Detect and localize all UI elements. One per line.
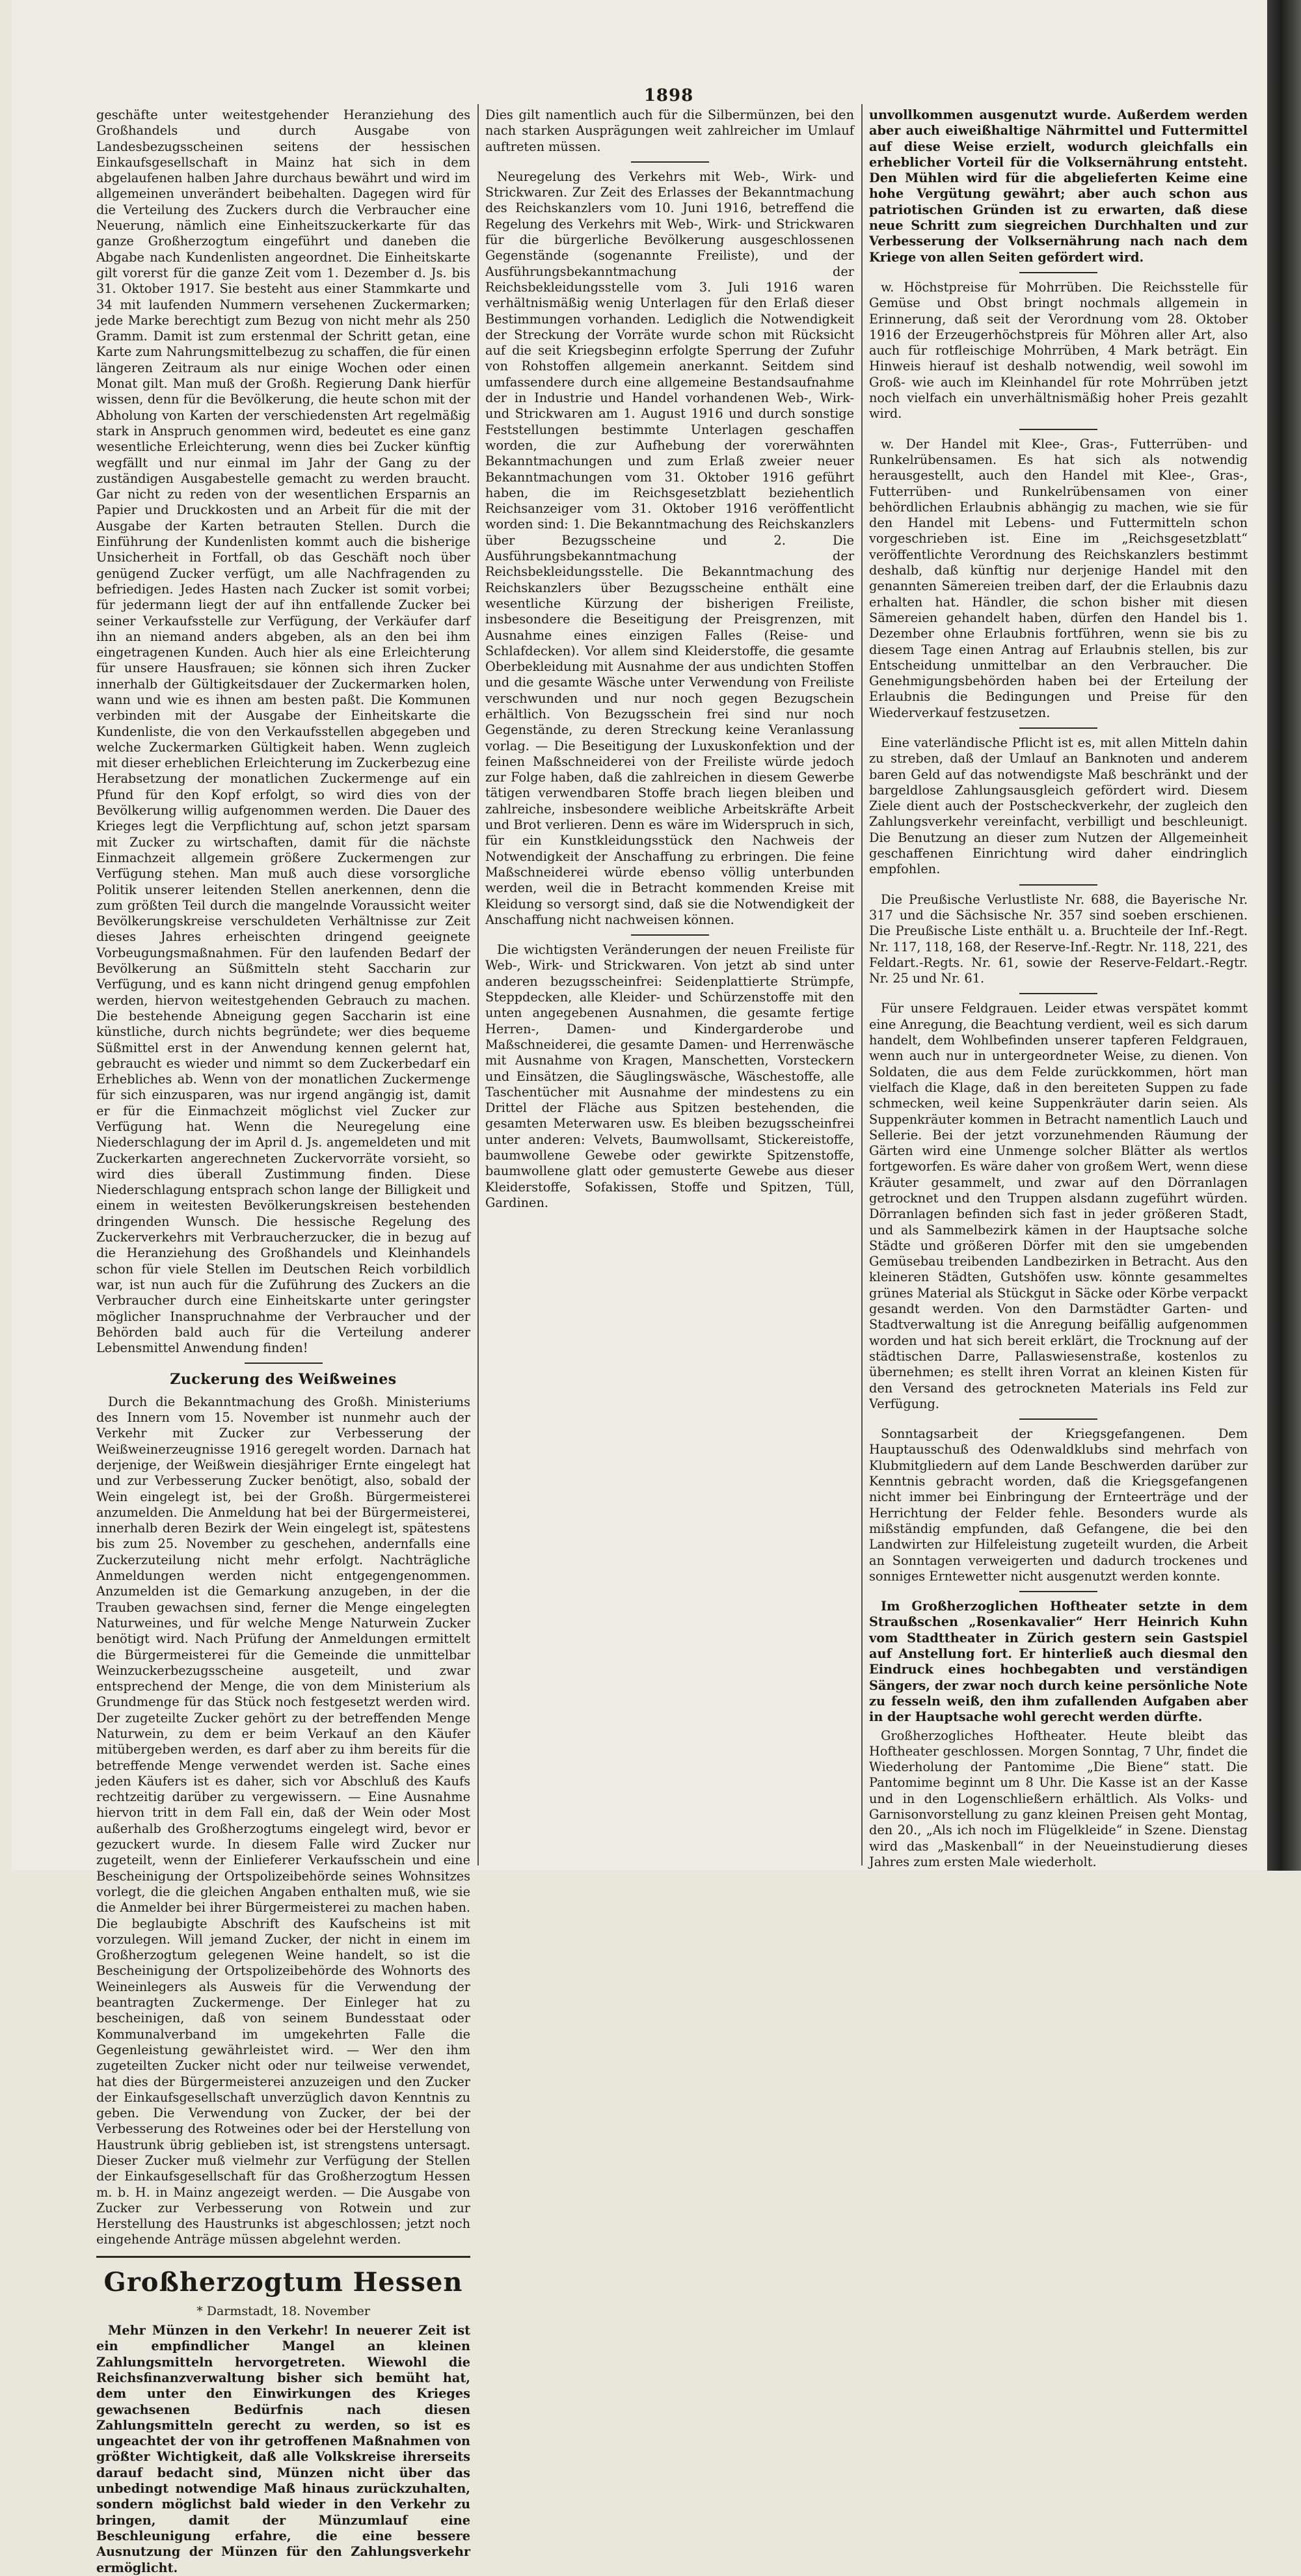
article-keime: unvollkommen ausgenutzt wurde. Außerdem werden aber auch eiweißhaltige Nährmittel und Futtermittel auf diese Weise erzielt, wodurch gleichfalls ein erheblicher Vorteil für die Volksernährung entsteht. Den Mühlen wird für die abgelieferten Keime eine hohe Vergütung gewährt; aber auch schon aus patriotischen Gründen ist zu erwarten, daß diese neue Schritt zum siegreichen Durchhalten und zur Verbesserung der Volksernährung nach nach dem Kriege von allen Seiten gefördert wird. (869, 107, 1248, 265)
separator (631, 934, 709, 936)
article-hoftheater-programm: Großherzogliches Hoftheater. Heute bleibt das Hoftheater geschlossen. Morgen Sonntag, 7 Uhr, findet die Wiederholung der Pantomime „Die Biene“ statt. Die Pantomime beginnt um 8 Uhr. Die Kasse ist an der Kasse und in den Logenschließern erhältlich. Als Volks- und Garnisonvorstellung zu ganz kleinen Preisen geht Montag, den 20., „Als ich noch im Flügelkleide“ in Szene. Dienstag wird das „Maskenball“ in der Neueinstudierung dieses Jahres zum ersten Male wiederholt. (869, 1728, 1248, 1869)
separator (1019, 993, 1097, 994)
separator (1019, 884, 1097, 886)
article-vaterlaendische-pflicht: Eine vaterländische Pflicht ist es, mit allen Mitteln dahin zu streben, daß der Umlauf an Banknoten und anderem baren Geld auf das notwendigste Maß beschränkt und der bargeldlose Zahlungsausgleich gefördert wird. Diesem Ziele dient auch der Postscheckverkehr, der zugleich den Zahlungsverkehr vereinfacht, verbilligt und beschleunigt. Die Benutzung an dieser zum Nutzen der Allgemeinheit geschaffenen Einrichtung wird daher eindringlich empfohlen. (869, 735, 1248, 877)
separator (631, 161, 709, 163)
separator (1019, 727, 1097, 729)
article-zuckerung-weisswein: Durch die Bekanntmachung des Großh. Ministeriums des Innern vom 15. November ist nunmehr auch der Verkehr mit Zucker zur Verbesserung der Weißweinerzeugnisse 1916 geregelt worden. Darnach hat derjenige, der Weißwein diesjähriger Ernte eingelegt hat und zur Verbesserung Zucker benötigt, also, sobald der Wein eingelegt ist, bei der Großh. Bürgermeisterei anzumelden. Die Anmeldung hat bei der Bürgermeisterei, innerhalb deren Bezirk der Wein eingelegt ist, spätestens bis zum 25. November zu geschehen, andernfalls eine Zuckerzuteilung nicht mehr erfolgt. Nachträgliche Anmeldungen werden nicht entgegengenommen. Anzumelden ist die Gemarkung anzugeben, in der die Trauben gewachsen sind, ferner die Menge eingelegten Naturweines, und für welche Menge Naturwein Zucker benötigt wird. Nach Prüfung der Anmeldungen ermittelt die Bürgermeisterei für die Gemeinde die unmittelbar Weinzuckerbezugsscheine ausgeteilt, und zwar entsprechend der Menge, die von dem Ministerium als Grundmenge für das Stück noch festgesetzt werden wird. Der zugeteilte Zucker gehört zu der betreffenden Menge Naturwein, zu dem er beim Verkauf an den Käufer mitübergeben werden, es darf aber zu ihm bereits für die betreffende Menge verwendet werden ist. Sache eines jeden Käufers ist es daher, sich vor Abschluß des Kaufs rechtzeitig darüber zu vergewissern. — Eine Ausnahme hiervon tritt in dem Fall ein, daß der Wein oder Most außerhalb des Großherzogtums eingelegt wird, bevor er gezuckert wurde. In diesem Falle wird Zucker nur zugeteilt, wenn der Einlieferer Verkaufsschein und eine Bescheinigung der Ortspolizeibehörde seines Wohnsitzes vorlegt, die die gleichen Angaben enthalten muß, wie sie die Anmelder bei ihrer Bürgermeisterei zu machen haben. Die beglaubigte Abschrift des Kaufscheins ist mit vorzulegen. Will jemand Zucker, der nicht in einem im Großherzogtum gelegenen Weine handelt, so ist die Bescheinigung der Ortspolizeibehörde des Wohnorts des Weineinlegers als Ausweis für die Verwendung der beantragten Zuckermenge. Der Einleger hat zu bescheinigen, daß von seinem Bundesstaat oder Kommunalverband im umgekehrten Falle die Gegenleistung gewährleistet wird. — Wer den ihm zugeteilten Zucker nicht oder nur teilweise verwendet, hat dies der Bürgermeisterei anzuzeigen und den Zucker der Einkaufsgesellschaft unverzüglich davon Kenntnis zu geben. Die Verwendung von Zucker, der bei der Verbesserung des Rotweines oder bei der Herstellung von Haustrunk übrig geblieben ist, ist strengstens untersagt. Dieser Zucker muß vielmehr zur Verfügung der Stellen der Einkaufsgesellschaft für das Großherzogtum Hessen m. b. H. in Mainz angezeigt werden. — Die Ausgabe von Zucker zur Verbesserung von Rotwein und zur Herstellung des Haustrunks ist abgeschlossen; jetzt noch eingehende Anträge müssen abgelehnt werden. (96, 1394, 470, 2247)
separator (1019, 1591, 1097, 1592)
column-1 (96, 107, 470, 2575)
separator (1019, 272, 1097, 273)
column-divider (861, 104, 863, 1865)
section-heading-hessen: Großherzogtum Hessen (103, 2266, 463, 2298)
column-2 (485, 107, 854, 1865)
section-separator (96, 2256, 470, 2258)
article-webwaren-neuregelung: Neuregelung des Verkehrs mit Web-, Wirk- und Strickwaren. Zur Zeit des Erlasses der Bekanntmachung des Reichskanzlers vom 10. Juni 1916, betreffend die Regelung des Verkehrs mit Web-, Wirk- und Strickwaren für die bürgerliche Bevölkerung ausgeschlossenen Gegenstände (sogenannte Freiliste), und der Ausführungsbekanntmachung der Reichsbekleidungsstelle vom 3. Juli 1916 waren verhältnismäßig wenig Unterlagen für den Erlaß dieser Bestimmungen vorhanden. Lediglich die Notwendigkeit der Streckung der Vorräte wurde schon mit Rücksicht auf die seit Kriegsbeginn erfolgte Sperrung der Zufuhr von Rohstoffen allgemein anerkannt. Seitdem sind umfassendere durch eine allgemeine Bestandsaufnahme der in Industrie und Handel vorhandenen Web-, Wirk- und Strickwaren am 1. August 1916 und durch sonstige Feststellungen bestimmte Unterlagen geschaffen worden, die zur Aufhebung der vorerwähnten Bekanntmachungen und zum Erlaß zweier neuer Bekanntmachungen vom 31. Oktober 1916 geführt haben, die im Reichsgesetzblatt beziehentlich Reichsanzeiger vom 31. Oktober 1916 veröffentlicht worden sind: 1. Die Bekanntmachung des Reichskanzlers über Bezugsscheine und 2. Die Ausführungsbekanntmachung der Reichsbekleidungsstelle. Die Bekanntmachung des Reichskanzlers über Bezugsscheine enthält eine wesentliche Kürzung der bisherigen Freiliste, insbesondere die Beseitigung der Preisgrenzen, mit Ausnahme eines einzigen Falles (Reise- und Schlafdecken). Vor allem sind Kleiderstoffe, die gesamte Oberbekleidung mit Ausnahme der aus undichten Stoffen und die gesamte Wäsche unter Verwendung von Freiliste verschwunden und nur noch gegen Bezugschein erhältlich. Von Bezugsschein frei sind nur noch Gegenstände, zu deren Streckung keine Veranlassung vorlag. — Die Beseitigung der Luxuskonfektion und der feinen Maßschneiderei von der Freiliste würde jedoch zur Folge haben, daß die zahlreichen in diesem Gewerbe tätigen verwendbaren Stoffe brach liegen bleiben und zahlreiche, insbesondere weibliche Arbeitskräfte Arbeit und Brot verlieren. Denn es wäre im Widerspruch in sich, für ein Kunstkleidungsstück den Nachweis der Notwendigkeit der Anschaffung zu erbringen. Die feine Maßschneiderei würde ebenso völlig unterbunden werden, weil die in Betracht kommenden Kreise mit Kleidung so versorgt sind, daß sie die Notwendigkeit der Anschaffung nicht nachweisen können. (485, 169, 854, 927)
separator (1019, 1418, 1097, 1420)
article-hoftheater: Im Großherzoglichen Hoftheater setzte in dem Straußschen „Rosenkavalier“ Herr Heinrich Kuhn vom Stadttheater in Zürich gestern sein Gastspiel auf Anstellung fort. Er hinterließ auch diesmal den Eindruck eines hochbegabten und verständigen Sängers, der zwar noch durch keine persönliche Note zu fesseln weiß, den ihm zufallenden Aufgaben aber in der Hauptsache wohl gerecht werden dürfte. (869, 1599, 1248, 1725)
article-sonntagsarbeit: Sonntagsarbeit der Kriegsgefangenen. Dem Hauptausschuß des Odenwaldklubs sind mehrfach von Klubmitgliedern auf dem Lande Beschwerden darüber zur Kenntnis gebracht worden, daß die Kriegsgefangenen nicht immer bei Einbringung der Ernteerträge und der Herrichtung der Felder fehle. Besonders wurde als mißständig empfunden, daß Gefangene, die bei den Landwirten zur Hilfeleistung zugeteilt wurden, die Arbeit an Sonntagen verweigerten und dadurch trockenes und sonniges Erntewetter nicht ausgenutzt werden konnte. (869, 1426, 1248, 1584)
dateline: * Darmstadt, 18. November (196, 2303, 370, 2318)
article-mohrrueben: w. Höchstpreise für Mohrrüben. Die Reichsstelle für Gemüse und Obst bringt nochmals allgemein in Erinnerung, daß seit der Verordnung vom 28. Oktober 1916 der Erzeugerhöchstpreis für Möhren aller Art, also auch für rotfleischige Mohrrüben, 4 Mark beträgt. Ein Hinweis hierauf ist deshalb notwendig, weil sowohl im Groß- wie auch im Kleinhandel für rote Mohrrüben jetzt noch vielfach ein unverhältnismäßig hoher Preis gezahlt wird. (869, 279, 1248, 422)
article-zucker-verteilung: geschäfte unter weitestgehender Heranziehung des Großhandels und durch Ausgabe von Landesbezugsscheinen seitens der hessischen Einkaufsgesellschaft in Mainz hat sich in dem abgelaufenen halben Jahre durchaus bewährt und wird im allgemeinen unverändert beibehalten. Dagegen wird für die Verteilung des Zuckers durch die Verbraucher eine Neuerung, nämlich eine Einheitszuckerkarte für das ganze Großherzogtum eingeführt und daneben die Abgabe nach Kundenlisten angeordnet. Die Einheitskarte gilt vorerst für die ganze Zeit vom 1. Dezember d. Js. bis 31. Oktober 1917. Sie besteht aus einer Stammkarte und 34 mit laufenden Nummern versehenen Zuckermarken; jede Marke berechtigt zum Bezug von nicht mehr als 250 Gramm. Damit ist zum erstenmal der Schritt getan, eine Karte zum Nahrungsmittelbezug zu schaffen, die für einen längeren Zeitraum als nur einige Wochen oder einen Monat gilt. Man muß der Großh. Regierung Dank hierfür wissen, denn für die Bevölkerung, die heute schon mit der Abholung von Karten der verschiedensten Art regelmäßig stark in Anspruch genommen wird, bedeutet es eine ganz wesentliche Erleichterung, wenn dies bei Zucker künftig wegfällt und nur einmal im Jahr der Gang zu der zuständigen Ausgabestelle gemacht zu werden braucht. Gar nicht zu reden von der wesentlichen Ersparnis an Papier und Druckkosten und an Arbeit für die mit der Ausgabe der Karten betrauten Stellen. Durch die Einführung der Kundenlisten kommt auch die bisherige Unsicherheit in Fortfall, ob das Geschäft noch über genügend Zucker verfügt, um alle Nachfragenden zu befriedigen. Jedes Hasten nach Zucker ist somit vorbei; für jedermann liegt der auf ihn entfallende Zucker bei seiner Verkaufsstelle zur Verfügung, der Verkäufer darf ihn an niemand anders abgeben, als an den bei ihm eingetragenen Kunden. Auch hier als eine Erleichterung für unsere Hausfrauen; sie können sich ihren Zucker innerhalb der Gültigkeitsdauer der Zuckermarken holen, wann und wie es ihnen am besten paßt. Die Kommunen verbinden mit der Ausgabe der Einheitskarte die Kundenliste, die von den Verkaufsstellen abgegeben und welche Zuckermarken Gültigkeit haben. Wenn zugleich mit dieser erheblichen Erleichterung im Zuckerbezug eine Herabsetzung der monatlichen Zuckermenge auf ein Pfund für den Kopf erfolgt, so wird dies von der Bevölkerung willig aufgenommen werden. Die Dauer des Krieges legt die Verpflichtung auf, schon jetzt sparsam mit Zucker zu wirtschaften, damit für die nächste Einmachzeit allgemein größere Zuckermengen zur Verfügung stehen. Man muß auch diese vorsorgliche Politik unserer leitenden Stellen anerkennen, denn die zum größten Teil durch die mangelnde Voraussicht weiter Bevölkerungskreise verschuldeten Verhältnisse zur Zeit dieses Jahres erheischten dringend geeignete Vorbeugungsmaßnahmen. Für den laufenden Bedarf der Bevölkerung an Süßmitteln steht Saccharin zur Verfügung, und es kann nicht dringend genug empfohlen werden, hiervon weitestgehenden Gebrauch zu machen. Die bestehende Abneigung gegen Saccharin ist eine künstliche, durch nichts begründete; wer dies bequeme Süßmittel erst in der Anwendung kennen gelernt hat, gebraucht es wieder und nimmt so dem Zuckerbedarf ein Erhebliches ab. Wenn von der monatlichen Zuckermenge für sich einzusparen, was nur irgend angängig ist, damit er für die Einmachzeit möglichst viel Zucker zur Verfügung hat. Wenn die Neuregelung eine Niederschlagung der im April d. Js. angemeldeten und mit Zuckerkarten angerechneten Zuckervorräte vorsieht, so wird dies überall Zustimmung finden. Diese Niederschlagung entsprach schon lange der Billigkeit und einem in weitesten Bevölkerungskreisen bestehenden dringenden Wunsch. Die hessische Regelung des Zuckerverkehrs mit Verbraucherzucker, die in bezug auf die Heranziehung des Großhandels und Kleinhandels schon für viele Stellen im Deutschen Reich vorbildlich war, ist nun auch für die Zuführung des Zuckers an die Verbraucher durch eine Einheitskarte unter geringster möglicher Inanspruchnahme der Verbraucher und der Behörden bald auch für die Verteilung anderer Lebensmittel Anwendung finden! (96, 107, 470, 1356)
heading-zuckerung: Zuckerung des Weißweines (170, 1371, 397, 1389)
article-freiliste: Die wichtigsten Veränderungen der neuen Freiliste für Web-, Wirk- und Strickwaren. Von jetzt ab sind unter anderen bezugsscheinfrei: Seidenplattierte Strümpfe, Steppdecken, alle Kleider- und Schürzenstoffe mit den unten angegebenen Ausnahmen, die gesamte fertige Herren-, Damen- und Kindergarderobe und Maßschneiderei, die gesamte Damen- und Herrenwäsche mit Ausnahme von Kragen, Manschetten, Vorsteckern und Einsätzen, die Säuglingswäsche, Wäschestoffe, alle Taschentücher mit Ausnahme der mindestens zu ein Drittel der Fläche aus Spitzen bestehenden, die gesamten Meterwaren usw. Es bleiben bezugsscheinfrei unter anderen: Velvets, Baumwollsamt, Stickereistoffe, baumwollene Gewebe oder gewirkte Spitzenstoffe, baumwollene glatt oder gemusterte Gewebe aus dieser Kleiderstoffe, Sofakissen, Stoffe und Spitzen, Tüll, Gardinen. (485, 942, 854, 1210)
column-divider (477, 104, 479, 1865)
article-saemereien: w. Der Handel mit Klee-, Gras-, Futterrüben- und Runkelrübensamen. Es hat sich als notwendig herausgestellt, auch den Handel mit Klee-, Gras-, Futterrüben- und Runkelrübensamen von einer behördlichen Erlaubnis abhängig zu machen, wie sie für den Handel mit Lebens- und Futtermitteln schon vorgeschrieben ist. Eine im „Reichsgesetzblatt“ veröffentlichte Verordnung des Reichskanzlers bestimmt deshalb, daß künftig nur derjenige Handel mit den genannten Sämereien treiben darf, der die Erlaubnis dazu erhalten hat. Händler, die schon bisher mit diesen Sämereien gehandelt haben, dürfen den Handel bis 1. Dezember ohne Erlaubnis fortführen, wenn sie bis zu diesem Tage einen Antrag auf Erlaubnis stellen, bis zur Entscheidung unmittelbar an den Verbraucher. Die Genehmigungsbehörden haben bei der Erteilung der Erlaubnis die Bedingungen und Preise für den Wiederverkauf festzusetzen. (869, 436, 1248, 720)
separator (1019, 429, 1097, 430)
article-silbermuenzen: Dies gilt namentlich auch für die Silbermünzen, bei den nach starken Ausprägungen weit zahlreicher im Umlauf auftreten müssen. (485, 107, 854, 154)
binding-edge (1267, 0, 1301, 1871)
article-feldgrauen: Für unsere Feldgrauen. Leider etwas verspätet kommt eine Anregung, die Beachtung verdient, weil es sich darum handelt, dem Wohlbefinden unserer tapferen Feldgrauen, wenn auch nur in untergeordneter Weise, zu dienen. Von Soldaten, die aus dem Felde zurückkommen, hört man vielfach die Klage, daß in den bereiteten Suppen zu fade schmecken, weil keine Suppenkräuter darin seien. Als Suppenkräuter kommen in Betracht namentlich Lauch und Sellerie. Bei der jetzt vorzunehmenden Räumung der Gärten wird eine Unmenge solcher Blätter als wertlos fortgeworfen. Es wäre daher von großem Wert, wenn diese Kräuter gesammelt, und zwar auf den Dörranlagen getrocknet und den Truppen alsdann zugeführt würden. Dörranlagen befinden sich fast in jeder größeren Stadt, und als Sammelbezirk kämen in der Hauptsache solche Städte und größeren Dörfer mit den sie umgebenden Gemüsebau treibenden Landbezirken in Betracht. Aus den kleineren Städten, Gutshöfen usw. könnte gesammeltes grünes Material als Stückgut in Säcke oder Körbe verpackt gesandt werden. Von den Darmstädter Garten- und Stadtverwaltung ist die Anregung beifällig aufgenommen worden und hat sich bereit erklärt, die Trocknung auf der städtischen Darre, Pallaswiesenstraße, kostenlos zu übernehmen; es stellt ihren Vorrat an kleinen Kisten für den Versand des getrockneten Materials ins Feld zur Verfügung. (869, 1001, 1248, 1411)
article-verlustliste: Die Preußische Verlustliste Nr. 688, die Bayerische Nr. 317 und die Sächsische Nr. 357 sind soeben erschienen. Die Preußische Liste enthält u. a. Bruchteile der Inf.-Regt. Nr. 117, 118, 168, der Reserve-Inf.-Regtr. Nr. 118, 221, des Feldart.-Regts. Nr. 61, sowie der Reserve-Feldart.-Regtr. Nr. 25 und Nr. 61. (869, 891, 1248, 986)
page-number: 1898 (643, 86, 694, 105)
newspaper-page (12, 0, 1267, 2575)
separator (245, 1363, 323, 1364)
article-muenzen: Mehr Münzen in den Verkehr! In neuerer Zeit ist ein empfindlicher Mangel an kleinen Zahlungsmitteln hervorgetreten. Wiewohl die Reichsfinanzverwaltung bisher sich bemüht hat, dem unter den Einwirkungen des Krieges gewachsenen Bedürfnis nach diesen Zahlungsmitteln gerecht zu werden, so ist es ungeachtet der von ihr getroffenen Maßnahmen von größter Wichtigkeit, daß alle Volkskreise ihrerseits darauf bedacht sind, Münzen nicht über das unbedingt notwendige Maß hinaus zurückzuhalten, sondern möglichst bald wieder in den Verkehr zu bringen, damit der Münzumlauf eine Beschleunigung erfahre, die eine bessere Ausnutzung der Münzen für den Zahlungsverkehr ermöglicht. (96, 2323, 470, 2575)
column-3 (869, 107, 1248, 1869)
